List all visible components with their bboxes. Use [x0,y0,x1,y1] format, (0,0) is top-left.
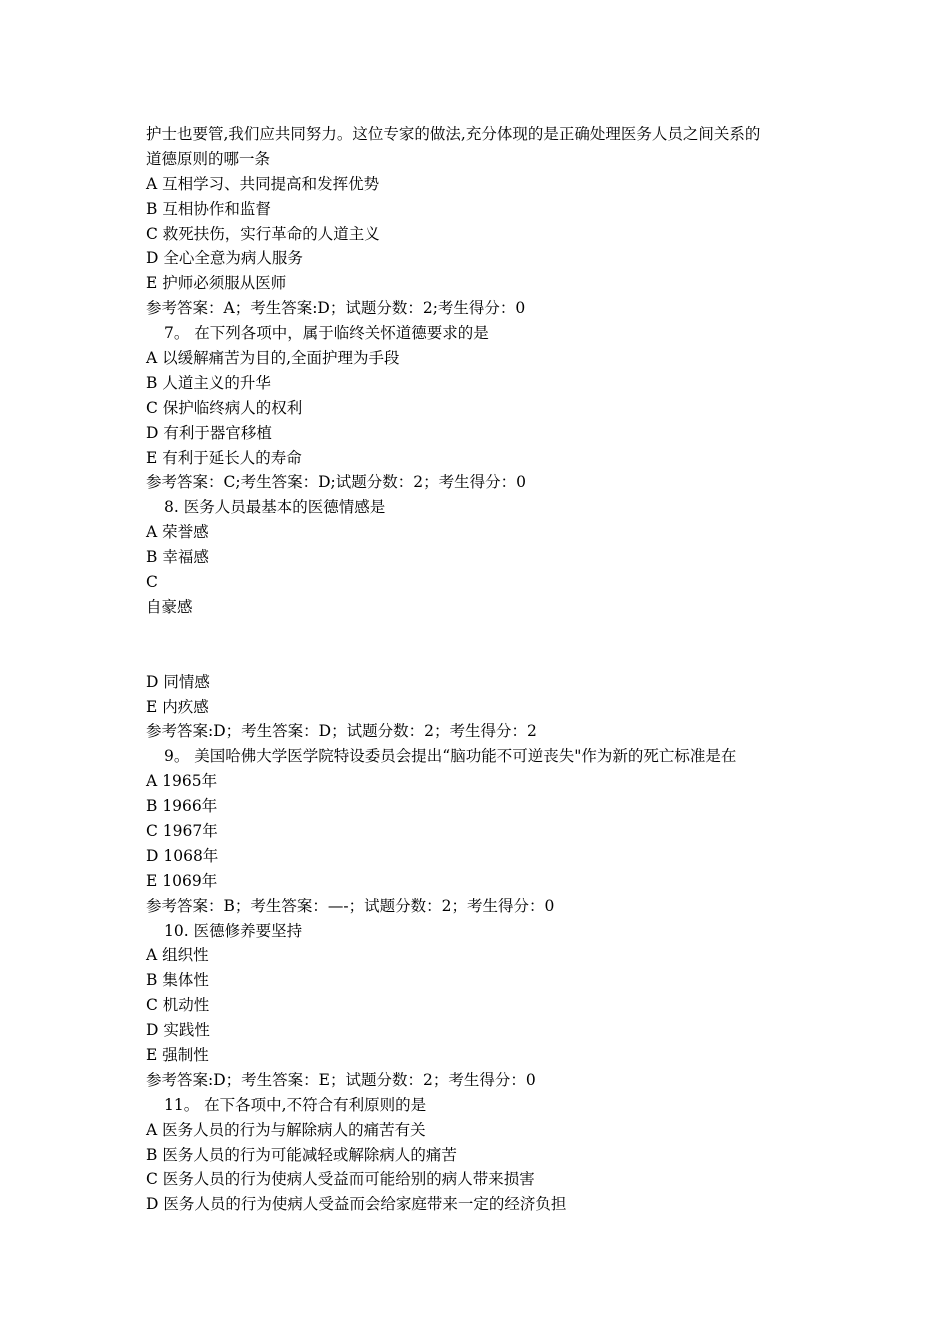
answer-option: B 人道主义的升华 [146,373,271,392]
answer-key-line: 参考答案:D；考生答案：D；试题分数：2；考生得分：2 [146,722,537,741]
answer-key-line: 参考答案：B；考生答案：—-；试题分数：2；考生得分：0 [146,896,555,915]
document-page [146,122,826,1217]
answer-key-line: 参考答案：C;考生答案：D;试题分数：2；考生得分：0 [146,473,526,492]
answer-option: D 全心全意为病人服务 [146,249,303,268]
blank-space [146,620,826,670]
answer-option: A 以缓解痛苦为目的,全面护理为手段 [146,349,400,368]
answer-option: C 救死扶伤，实行革命的人道主义 [146,224,380,243]
answer-option: B 1966年 [146,797,218,816]
answer-key-line: 参考答案：A；考生答案:D；试题分数：2;考生得分：0 [146,299,526,318]
question-stem: 9。 美国哈佛大学医学院特设委员会提出“脑功能不可逆丧失"作为新的死亡标准是在 [164,747,737,766]
answer-option: D 1068年 [146,846,219,865]
answer-option: E 强制性 [146,1045,209,1064]
body-text-line: 护士也要管,我们应共同努力。这位专家的做法,充分体现的是正确处理医务人员之间关系的 [146,125,761,143]
answer-option: C 1967年 [146,821,218,840]
answer-option: C 保护临终病人的权利 [146,398,303,417]
answer-option: D 医务人员的行为使病人受益而会给家庭带来一定的经济负担 [146,1195,567,1214]
question-stem: 8. 医务人员最基本的医德情感是 [164,498,386,517]
answer-option: D 有利于器官移植 [146,423,272,442]
answer-option: E 护师必须服从医师 [146,274,287,293]
answer-option: E 内疚感 [146,697,209,716]
answer-option: A 组织性 [146,946,209,965]
answer-option: B 集体性 [146,971,209,990]
answer-option: B 医务人员的行为可能减轻或解除病人的痛苦 [146,1145,457,1164]
answer-option: E 有利于延长人的寿命 [146,448,302,467]
answer-option: D 同情感 [146,672,210,691]
body-text-line: 道德原则的哪一条 [146,149,271,168]
answer-option: A 互相学习、共同提高和发挥优势 [146,174,380,193]
answer-option: B 互相协作和监督 [146,199,271,218]
answer-option: A 1965年 [146,772,218,791]
answer-option: E 1069年 [146,871,218,890]
question-stem: 10. 医德修养要坚持 [164,921,303,940]
answer-option: A 荣誉感 [146,523,209,542]
answer-option: A 医务人员的行为与解除病人的痛苦有关 [146,1120,426,1139]
question-stem: 11。 在下各项中,不符合有利原则的是 [164,1095,427,1114]
answer-option: C 医务人员的行为使病人受益而可能给别的病人带来损害 [146,1170,535,1189]
answer-option: C [146,573,158,592]
answer-key-line: 参考答案:D；考生答案：E；试题分数：2；考生得分：0 [146,1070,536,1089]
answer-option: D 实践性 [146,1021,210,1040]
question-stem: 7。 在下列各项中，属于临终关怀道德要求的是 [164,324,489,343]
answer-option: C 机动性 [146,996,210,1015]
body-text-line: 自豪感 [146,597,193,616]
answer-option: B 幸福感 [146,548,209,567]
